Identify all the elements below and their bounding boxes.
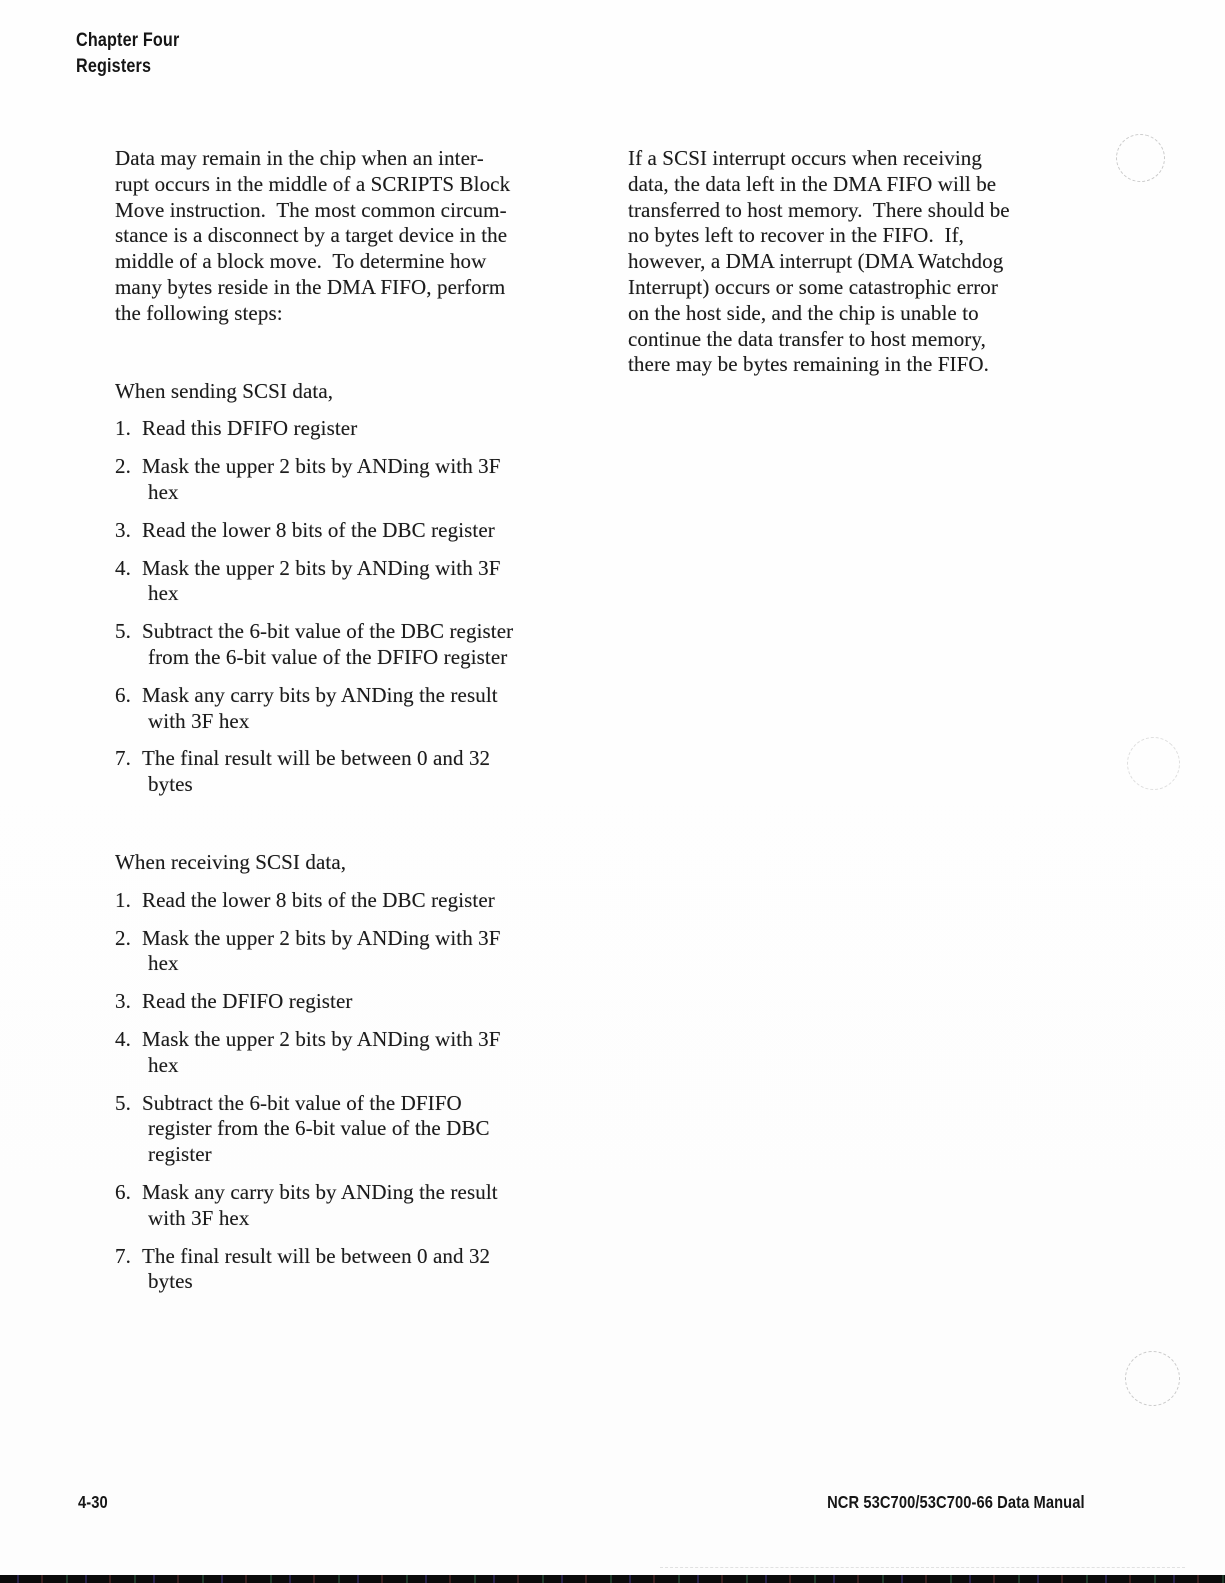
text-line: however, a DMA interrupt (DMA Watchdog (628, 249, 1004, 274)
text-line: on the host side, and the chip is unable to (628, 300, 979, 325)
list-number: 7. (115, 746, 131, 771)
manual-title: NCR 53C700/53C700-66 Data Manual (827, 1492, 1085, 1512)
text-line: continue the data transfer to host memory, (628, 326, 986, 351)
list-item (115, 1180, 585, 1232)
list-number: 7. (115, 1243, 131, 1268)
text-line: middle of a block move. To determine how (115, 249, 487, 274)
list-number: 4. (115, 555, 131, 580)
list-number: 2. (115, 454, 131, 479)
list-item (115, 746, 585, 798)
list-text: The final result will be between 0 and 32 (142, 1243, 491, 1268)
list-text: Read the lower 8 bits of the DBC register (142, 887, 495, 912)
list-item (115, 1091, 585, 1168)
list-item (115, 518, 585, 544)
text-line: Interrupt) occurs or some catastrophic error (628, 274, 998, 299)
text-line: stance is a disconnect by a target device in the (115, 223, 508, 248)
list-item (115, 1244, 585, 1296)
list-text: hex (148, 1052, 179, 1077)
list-number: 2. (115, 925, 131, 950)
list-text: Mask the upper 2 bits by ANDing with 3F (142, 925, 501, 950)
text-line: no bytes left to recover in the FIFO. If, (628, 223, 965, 248)
text-line: rupt occurs in the middle of a SCRIPTS Block (115, 171, 511, 196)
text-line: data, the data left in the DMA FIFO will be (628, 171, 997, 196)
list-text: Mask the upper 2 bits by ANDing with 3F (142, 1026, 501, 1051)
list-text: Read the DFIFO register (142, 989, 353, 1014)
list-number: 4. (115, 1026, 131, 1051)
text-line: the following steps: (115, 300, 283, 325)
list-item (115, 989, 585, 1015)
text-line: many bytes reside in the DMA FIFO, perform (115, 274, 506, 299)
list-item (115, 556, 585, 608)
list-text: Read this DFIFO register (142, 416, 358, 441)
left-column (115, 146, 585, 1295)
list-text: hex (148, 951, 179, 976)
list-item (115, 888, 585, 914)
text-line: Move instruction. The most common circum- (115, 197, 507, 222)
list-number: 5. (115, 619, 131, 644)
list-text: Mask any carry bits by ANDing the result (142, 1179, 498, 1204)
chapter-title: Chapter Four (76, 30, 180, 51)
list-text: hex (148, 581, 179, 606)
list-text: from the 6-bit value of the DFIFO register (148, 644, 508, 669)
page-header (76, 28, 179, 80)
chapter-subtitle: Registers (76, 56, 152, 77)
text-line: there may be bytes remaining in the FIFO. (628, 352, 990, 377)
text-line: If a SCSI interrupt occurs when receiving (628, 146, 982, 170)
list-item (115, 454, 585, 506)
list-text: register (148, 1142, 212, 1167)
list-number: 6. (115, 682, 131, 707)
page-number: 4-30 (78, 1492, 108, 1512)
right-column (628, 146, 1088, 378)
list-item (115, 416, 585, 442)
list-number: 1. (115, 887, 131, 912)
list-text: Subtract the 6-bit value of the DFIFO (142, 1090, 462, 1115)
list-text: Mask any carry bits by ANDing the result (142, 682, 498, 707)
list-text: register from the 6-bit value of the DBC (148, 1116, 490, 1141)
receiving-list-heading: When receiving SCSI data, (115, 849, 347, 874)
scan-edge-strip (0, 1575, 1225, 1583)
list-item (115, 1027, 585, 1079)
text-line: Data may remain in the chip when an inter- (115, 146, 484, 170)
list-text: Mask the upper 2 bits by ANDing with 3F (142, 454, 501, 479)
list-number: 1. (115, 416, 131, 441)
list-text: bytes (148, 1269, 193, 1294)
list-text: bytes (148, 772, 193, 797)
list-number: 5. (115, 1090, 131, 1115)
list-text: with 3F hex (148, 708, 250, 733)
list-item (115, 926, 585, 978)
list-text: The final result will be between 0 and 32 (142, 746, 491, 771)
list-text: Subtract the 6-bit value of the DBC register (142, 619, 514, 644)
text-line: transferred to host memory. There should be (628, 197, 1010, 222)
list-number: 6. (115, 1179, 131, 1204)
list-item (115, 619, 585, 671)
list-text: hex (148, 479, 179, 504)
intro-paragraph (115, 146, 585, 327)
list-number: 3. (115, 517, 131, 542)
list-text: Read the lower 8 bits of the DBC register (142, 517, 495, 542)
list-item (115, 683, 585, 735)
list-text: Mask the upper 2 bits by ANDing with 3F (142, 555, 501, 580)
list-number: 3. (115, 989, 131, 1014)
right-paragraph (628, 146, 1088, 378)
scan-edge-dashes (660, 1567, 1185, 1568)
sending-list-heading: When sending SCSI data, (115, 378, 334, 403)
list-text: with 3F hex (148, 1205, 250, 1230)
